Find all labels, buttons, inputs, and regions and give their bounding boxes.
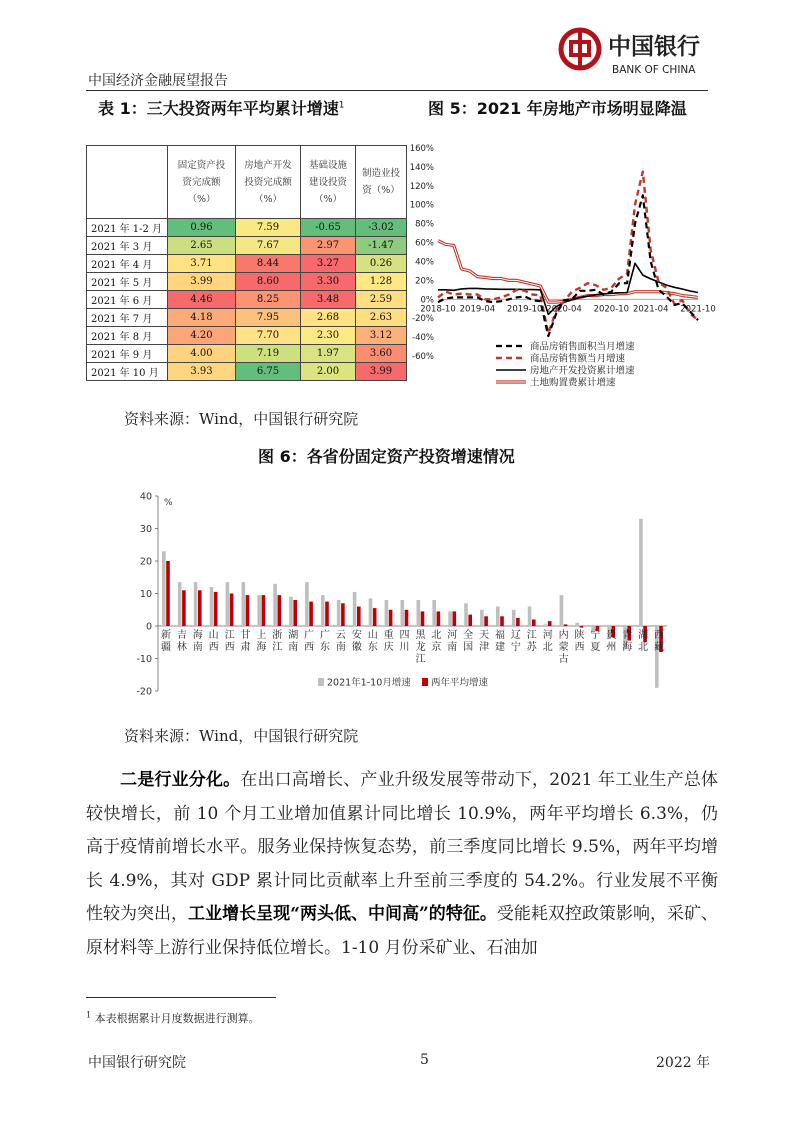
bar — [246, 595, 250, 626]
bar — [162, 551, 166, 626]
figure6-caption: 图 6：各省份固定资产投资增速情况 — [258, 447, 515, 466]
bar — [576, 623, 580, 626]
bar — [484, 616, 488, 626]
page-number: 5 — [420, 1052, 429, 1068]
bar — [373, 608, 377, 626]
bar — [273, 584, 277, 626]
source-note: 资料来源：Wind，中国银行研究院 — [124, 410, 359, 428]
bar — [437, 611, 441, 626]
table-cell: 8.44 — [236, 255, 301, 273]
footnote: $^1$ 本表根据累计月度数据进行测算。 — [86, 1010, 260, 1025]
table-row — [87, 219, 407, 237]
table-cell: 3.71 — [168, 255, 236, 273]
category-label: 新疆 — [160, 630, 171, 653]
table-cell: 1.97 — [301, 345, 356, 363]
x-tick-label: 2020-10 — [593, 304, 630, 315]
category-label: 全国 — [463, 630, 474, 653]
y-tick-label: 80% — [415, 219, 434, 230]
category-label: 广西 — [304, 630, 315, 653]
table-cell: 8.60 — [236, 273, 301, 291]
bar — [564, 624, 568, 626]
bar — [166, 561, 170, 626]
x-tick-label: 2018-10 — [420, 304, 456, 315]
category-label: 上海 — [256, 630, 267, 653]
category-label: 山东 — [367, 630, 378, 653]
category-label: 贵州 — [606, 630, 617, 653]
category-label: 广东 — [320, 630, 331, 653]
series-line — [438, 241, 698, 302]
category-label: 海南 — [192, 630, 203, 653]
footnote-divider — [86, 997, 276, 998]
y-tick-label: 0% — [420, 295, 434, 306]
body-paragraph — [86, 764, 718, 965]
category-label: 河南 — [447, 630, 458, 653]
table-row-label: 2021 年 8 月 — [87, 327, 168, 345]
table-cell: 7.70 — [236, 327, 301, 345]
table-cell: 3.12 — [356, 327, 407, 345]
table-cell: 7.59 — [236, 219, 301, 237]
bar — [309, 602, 313, 626]
col-header — [168, 146, 236, 219]
bar — [369, 598, 373, 626]
x-tick-label: 2020-04 — [546, 304, 582, 315]
bar — [230, 594, 234, 627]
table-cell: -0.65 — [301, 219, 356, 237]
y-tick-label: 20% — [415, 276, 434, 287]
category-label: 云南 — [335, 630, 346, 653]
table-cell: 7.19 — [236, 345, 301, 363]
category-label: 湖南 — [288, 630, 299, 653]
table-cell: 2.97 — [301, 237, 356, 255]
table-cell: 0.96 — [168, 219, 236, 237]
legend-label: 两年平均增速 — [431, 677, 489, 689]
category-label: 安徽 — [351, 630, 362, 653]
bar — [516, 618, 520, 626]
bar — [580, 626, 584, 628]
y-tick-label: 120% — [409, 181, 434, 192]
table-row-label: 2021 年 4 月 — [87, 255, 168, 273]
table-cell: 2.63 — [356, 309, 407, 327]
table-cell: -1.47 — [356, 237, 407, 255]
header-divider — [86, 90, 708, 91]
report-title: 中国经济金融展望报告 — [88, 73, 228, 89]
category-label: 宁夏 — [590, 630, 601, 653]
table-row-label: 2021 年 5 月 — [87, 273, 168, 291]
unit-label: % — [164, 498, 173, 508]
bar — [464, 603, 468, 626]
table1-caption: 表 1：三大投资两年平均累计增速$^1$ — [98, 99, 345, 118]
bar — [357, 607, 361, 627]
y-tick-label: -20 — [136, 686, 152, 698]
y-tick-label: 140% — [409, 162, 434, 173]
bar — [432, 600, 436, 626]
table-row-label: 2021 年 9 月 — [87, 345, 168, 363]
bar — [182, 590, 186, 626]
table-cell: 4.18 — [168, 309, 236, 327]
category-label: 辽宁 — [510, 630, 521, 653]
bar — [405, 610, 409, 626]
y-tick-label: 100% — [409, 200, 434, 211]
legend-label: 2021年1-10月增速 — [327, 677, 411, 689]
category-label: 浙江 — [272, 630, 283, 653]
legend-label: 房地产开发投资累计增速 — [530, 365, 635, 377]
x-tick-label: 2019-04 — [459, 304, 496, 315]
bar — [401, 600, 405, 626]
table-cell: 6.75 — [236, 363, 301, 381]
category-label: 江西 — [224, 630, 235, 653]
x-tick-label: 2021-10 — [680, 304, 716, 315]
bar — [262, 595, 266, 626]
category-label: 福建 — [494, 630, 505, 653]
legend-label: 商品房销售面积当月增速 — [530, 341, 635, 353]
table-row — [87, 345, 407, 363]
table-cell: 7.95 — [236, 309, 301, 327]
table-header-row — [87, 146, 407, 219]
table-corner — [87, 146, 168, 219]
logo-en-text: BANK OF CHINA — [612, 64, 696, 76]
table-cell: 8.25 — [236, 291, 301, 309]
bar — [289, 597, 293, 626]
y-tick-label: 160% — [409, 144, 434, 154]
table-row — [87, 255, 407, 273]
table-cell: 4.20 — [168, 327, 236, 345]
bar — [389, 610, 393, 626]
category-label: 吉林 — [176, 630, 187, 653]
bar — [448, 611, 452, 626]
table-cell: 3.60 — [356, 345, 407, 363]
table-cell: 3.99 — [168, 273, 236, 291]
bar — [512, 610, 516, 626]
y-tick-label: 10 — [139, 589, 152, 600]
y-tick-label: 20 — [139, 556, 152, 568]
table-row — [87, 291, 407, 309]
table-row — [87, 237, 407, 255]
col-header-text: 制造业投资（%） — [362, 168, 401, 196]
table-cell: 3.99 — [356, 363, 407, 381]
bar — [194, 582, 198, 626]
bank-logo — [556, 24, 716, 84]
series-line — [438, 195, 698, 336]
table-cell: 3.93 — [168, 363, 236, 381]
table-cell: 2.68 — [301, 309, 356, 327]
bar — [337, 600, 341, 626]
table-cell: 2.65 — [168, 237, 236, 255]
bar — [210, 587, 214, 626]
category-label: 天津 — [479, 630, 490, 653]
bar — [560, 595, 564, 626]
table-row — [87, 363, 407, 381]
bar — [532, 620, 536, 627]
col-header-text: 基础设施建设投资（%） — [308, 159, 347, 205]
logo-cn-text: 中国银行 — [608, 34, 700, 60]
category-label: 黑龙江 — [415, 630, 426, 665]
y-tick-label: 40% — [415, 257, 434, 268]
bar — [353, 592, 357, 626]
x-tick-label: 2019-10 — [506, 304, 543, 315]
legend-swatch — [318, 678, 324, 686]
legend-label: 商品房销售额当月增速 — [530, 353, 626, 365]
category-label: 山西 — [208, 630, 219, 653]
bar — [421, 611, 425, 626]
y-tick-label: -40% — [412, 333, 434, 344]
legend-swatch — [422, 678, 428, 686]
table-cell: 2.00 — [301, 363, 356, 381]
col-header — [301, 146, 356, 219]
bar — [544, 624, 548, 626]
category-label: 重庆 — [383, 630, 394, 653]
table-row-label: 2021 年 7 月 — [87, 309, 168, 327]
figure6-chart — [122, 484, 682, 699]
bar — [496, 607, 500, 627]
bar — [453, 611, 457, 626]
bar — [226, 582, 230, 626]
y-tick-label: 0 — [145, 621, 152, 633]
y-tick-label: 40 — [139, 491, 152, 503]
paragraph-text: 受能耗双控政策影响，采矿、原材料等上游行业保持低位增长。1-10 月份采矿业、石油加 — [86, 904, 719, 958]
category-label: 湖北 — [638, 630, 649, 653]
y-tick-label: 30 — [139, 524, 152, 535]
y-tick-label: -10 — [136, 654, 152, 665]
bar — [325, 602, 329, 626]
bar — [417, 600, 421, 626]
bar — [548, 621, 552, 626]
footer-org: 中国银行研究院 — [88, 1055, 186, 1071]
category-label: 西藏 — [654, 630, 665, 653]
figure5-caption: 图 5：2021 年房地产市场明显降温 — [428, 99, 687, 118]
bar — [385, 600, 389, 626]
table-row-label: 2021 年 3 月 — [87, 237, 168, 255]
table-row-label: 2021 年 10 月 — [87, 363, 168, 381]
table-cell: 0.26 — [356, 255, 407, 273]
table-row-label: 2021 年 1-2 月 — [87, 219, 168, 237]
table-row — [87, 273, 407, 291]
category-label: 青海 — [622, 630, 633, 653]
y-tick-label: 60% — [415, 238, 434, 249]
table-cell: 4.00 — [168, 345, 236, 363]
category-label: 内蒙古 — [558, 630, 569, 665]
bar — [214, 592, 218, 626]
col-header — [236, 146, 301, 219]
legend-label: 土地购置费累计增速 — [530, 377, 616, 389]
bar — [305, 582, 309, 626]
category-label: 四川 — [399, 630, 410, 653]
table-cell: 4.46 — [168, 291, 236, 309]
source-note: 资料来源：Wind，中国银行研究院 — [124, 727, 359, 745]
figure5-chart — [408, 140, 716, 400]
bar — [639, 519, 643, 626]
table-row-label: 2021 年 6 月 — [87, 291, 168, 309]
bar — [321, 595, 325, 626]
bank-logo-icon — [556, 24, 716, 84]
paragraph-lead: 二是行业分化。 — [120, 770, 241, 790]
table-cell: 3.27 — [301, 255, 356, 273]
bar — [341, 603, 345, 626]
category-label: 河北 — [542, 630, 553, 653]
col-header — [356, 146, 407, 219]
table1 — [86, 145, 407, 381]
bar — [468, 615, 472, 626]
category-label: 江苏 — [526, 630, 537, 653]
col-header-text: 固定资产投资完成额（%） — [177, 159, 226, 205]
table-cell: 3.48 — [301, 291, 356, 309]
bar — [278, 595, 282, 626]
x-tick-label: 2021-04 — [632, 304, 669, 315]
table-cell: 7.67 — [236, 237, 301, 255]
bar — [257, 595, 261, 626]
category-label: 陕西 — [574, 630, 585, 653]
paragraph-text: 在出口高增长、产业升级发展等带动下，2021 年工业生产总体较快增长，前 10 个月工业增加值累计同比增长 10.9%，两年平均增长 6.3%，仍高于疫情前增长水平。服务业保持恢复态势，前三季度同比增长 9.5%，两年平均增长 4.9%，其对 GDP 累计同比贡献率上升至前三季度的 54.2%。行业发展不平衡性较为突出， — [86, 770, 718, 924]
col-header-text: 房地产开发投资完成额（%） — [244, 159, 292, 205]
bar — [480, 610, 484, 626]
category-label: 北京 — [431, 630, 442, 653]
bar — [500, 616, 504, 626]
bar — [242, 582, 246, 626]
paragraph-emphasis: 工业增长呈现“两头低、中间高”的特征。 — [188, 904, 497, 924]
bar — [528, 607, 532, 627]
table-cell: -3.02 — [356, 219, 407, 237]
y-tick-label: -60% — [412, 352, 434, 362]
table-cell: 3.30 — [301, 273, 356, 291]
table-row — [87, 327, 407, 345]
table-cell: 2.59 — [356, 291, 407, 309]
category-label: 甘肃 — [240, 630, 251, 653]
bar — [293, 600, 297, 626]
table-row — [87, 309, 407, 327]
table-cell: 1.28 — [356, 273, 407, 291]
bar — [198, 590, 202, 626]
y-tick-label: -20% — [412, 314, 434, 325]
bar — [178, 582, 182, 626]
table-cell: 2.30 — [301, 327, 356, 345]
footer-year: 2022 年 — [656, 1055, 711, 1071]
